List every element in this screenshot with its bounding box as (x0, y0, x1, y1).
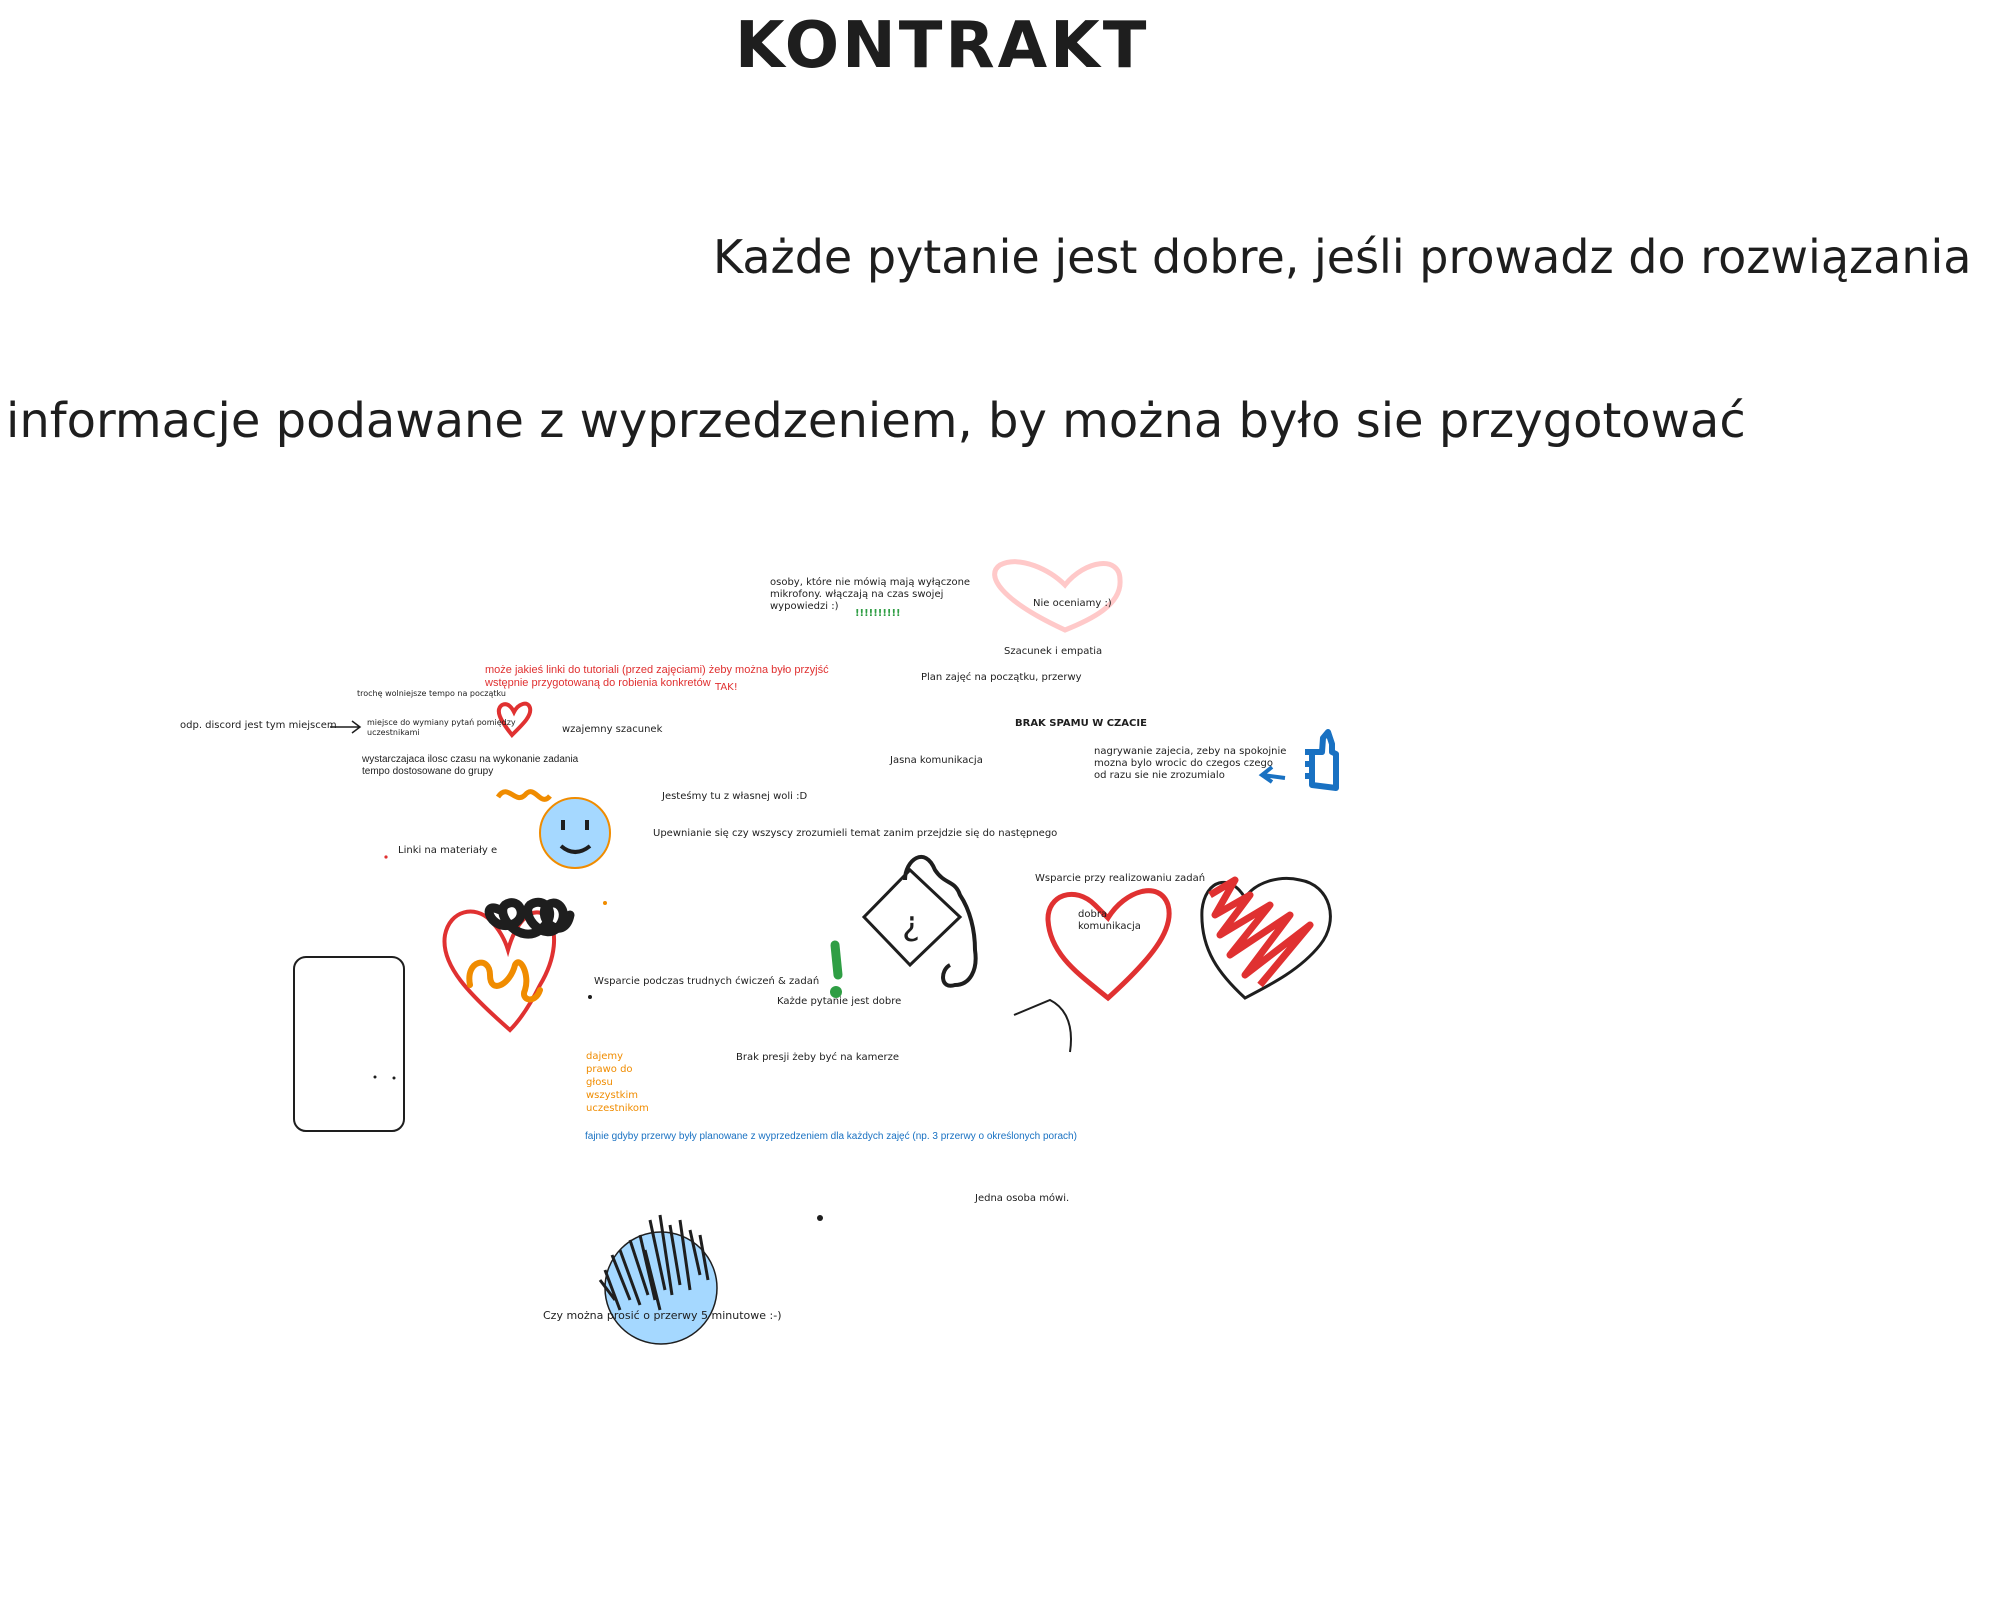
scribble (469, 962, 540, 999)
note-no-judging: Nie oceniamy :) (1033, 598, 1112, 609)
note-no-spam: BRAK SPAMU W CZACIE (1015, 718, 1147, 729)
heart-icon (1048, 891, 1169, 998)
note-hard-support: Wsparcie podczas trudnych ćwiczeń & zadań (594, 976, 820, 987)
question-diamond (864, 857, 976, 986)
note-muted-mics: osoby, które nie mówią mają wyłączone mikrofony. włączają na czas swojej wypowiedzi :) (770, 577, 971, 612)
heading-info: informacje podawane z wyprzedzeniem, by można było sie przygotować (6, 393, 1746, 449)
note-good-comm: dobra komunikacja (1078, 909, 1141, 932)
smiley-icon (540, 798, 610, 868)
note-make-sure: Upewnianie się czy wszyscy zrozumieli temat zanim przejdzie się do następnego (653, 828, 1058, 839)
note-materials-links: Linki na materiały e (398, 845, 498, 856)
thumbs-up-icon (1305, 732, 1336, 788)
note-respect-empathy: Szacunek i empatia (1004, 646, 1103, 657)
note-voice: dajemy prawo do głosu wszystkim uczestnikom (586, 1051, 649, 1114)
heart-icon (1202, 878, 1331, 998)
note-tak: TAK! (715, 682, 738, 693)
note-no-camera-pressure: Brak presji żeby być na kamerze (736, 1052, 899, 1063)
exclamation-icon (830, 945, 842, 998)
note-enough-time: wystarczajaca ilosc czasu na wykonanie zadania tempo dostosowane do grupy (362, 754, 579, 777)
board-title: KONTRAKT (735, 9, 1150, 83)
note-five-min-break: Czy można prosić o przerwy 5 minutowe :-) (543, 1309, 782, 1322)
note-task-support: Wsparcie przy realizowaniu zadań (1035, 873, 1206, 884)
note-clear-comm: Jasna komunikacja (890, 755, 983, 766)
note-slower-pace: trochę wolniejsze tempo na początku (357, 689, 506, 698)
note-breaks-planned: fajnie gdyby przerwy były planowane z wyprzedzeniem dla każdych zajęć (np. 3 przerwy o określonych porach) (585, 1131, 1077, 1142)
note-discord: odp. discord jest tym miejscem (180, 720, 337, 731)
svg-text:¿: ¿ (902, 904, 921, 944)
squiggle (498, 792, 550, 800)
note-recording: nagrywanie zajecia, zeby na spokojnie mozna bylo wrocic do czegos czego od razu sie nie zrozumialo (1094, 746, 1287, 781)
scribble (489, 902, 570, 934)
heart-icon (995, 562, 1120, 630)
heading-question: Każde pytanie jest dobre, jeśli prowadz do rozwiązania (713, 230, 1972, 284)
rectangle (294, 957, 404, 1131)
note-free-will: Jesteśmy tu z własnej woli :D (662, 791, 808, 802)
note-mutual-respect: wzajemny szacunek (562, 724, 663, 735)
scribbled-circle (600, 1215, 717, 1344)
note-one-speaker: Jedna osoba mówi. (975, 1193, 1070, 1204)
note-exchange-place: miejsce do wymiany pytań pomiędzy uczestnikami (367, 718, 516, 737)
note-exclaim: !!!!!!!!!! (855, 608, 901, 619)
note-tutorial-links: może jakieś linki do tutoriali (przed zajęciami) żeby można było przyjść wstępnie przygotowaną do robienia konkretów (485, 664, 829, 690)
note-every-question: Każde pytanie jest dobre (777, 996, 902, 1007)
note-plan: Plan zajęć na początku, przerwy (921, 672, 1082, 683)
